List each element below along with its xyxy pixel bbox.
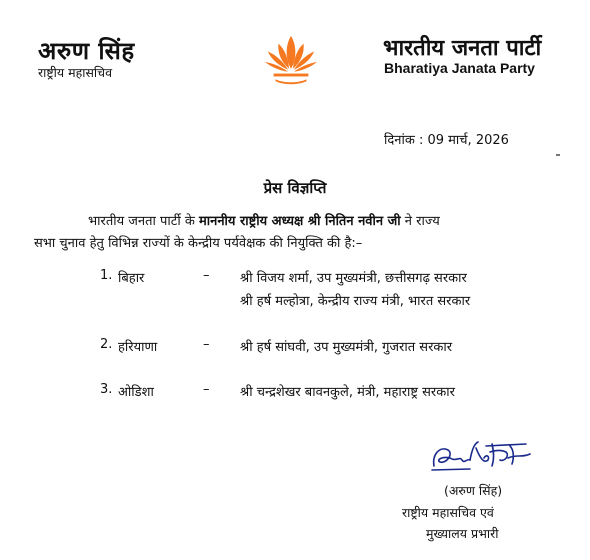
list-item-dash: – (203, 268, 210, 283)
signatory-name: (अरुण सिंह) (444, 483, 503, 498)
signatory-designation: राष्ट्रीय महासचिव एवं (402, 505, 494, 520)
list-item-state: हरियाणा (118, 340, 158, 355)
intro-president: माननीय राष्ट्रीय अध्यक्ष श्री नितिन नवीन जी (198, 214, 401, 229)
list-item-state: बिहार (118, 271, 145, 286)
list-item-number: 1. (100, 268, 113, 283)
party-name-english: Bharatiya Janata Party (384, 60, 535, 76)
party-name-hindi: भारतीय जनता पार्टी (383, 36, 542, 61)
list-item-dash: – (203, 337, 210, 352)
intro-paragraph-line2: सभा चुनाव हेतु विभिन्न राज्यों के केन्द्रीय पर्यवेक्षक की नियुक्ति की है:– (34, 236, 363, 251)
list-item-number: 3. (100, 382, 113, 397)
margin-mark (556, 154, 560, 156)
list-item-observer: श्री हर्ष सांघवी, उप मुख्यमंत्री, गुजरात सरकार (240, 340, 453, 355)
list-item-dash: – (203, 382, 210, 397)
signatory-role: मुख्यालय प्रभारी (426, 526, 499, 541)
date-line: दिनांक : 09 मार्च, 2026 (384, 133, 509, 148)
list-item-observer: श्री चन्द्रशेखर बावनकुले, मंत्री, महाराष्ट्र सरकार (240, 385, 455, 400)
lotus-icon (262, 32, 320, 90)
intro-text-end: ने राज्य (400, 214, 440, 229)
sender-designation: राष्ट्रीय महासचिव (38, 65, 113, 80)
intro-paragraph (34, 212, 554, 231)
list-item-observer: श्री विजय शर्मा, उप मुख्यमंत्री, छत्तीसगढ़ सरकार (240, 271, 467, 286)
intro-text: भारतीय जनता पार्टी के (88, 214, 199, 229)
handwritten-signature (430, 436, 542, 476)
document-title: प्रेस विज्ञप्ति (263, 179, 327, 197)
list-item-state: ओडिशा (118, 385, 154, 400)
list-item-number: 2. (100, 337, 113, 352)
list-item-observer: श्री हर्ष मल्होत्रा, केन्द्रीय राज्य मंत्री, भारत सरकार (240, 294, 471, 309)
sender-name: अरुण सिंह (38, 37, 135, 65)
